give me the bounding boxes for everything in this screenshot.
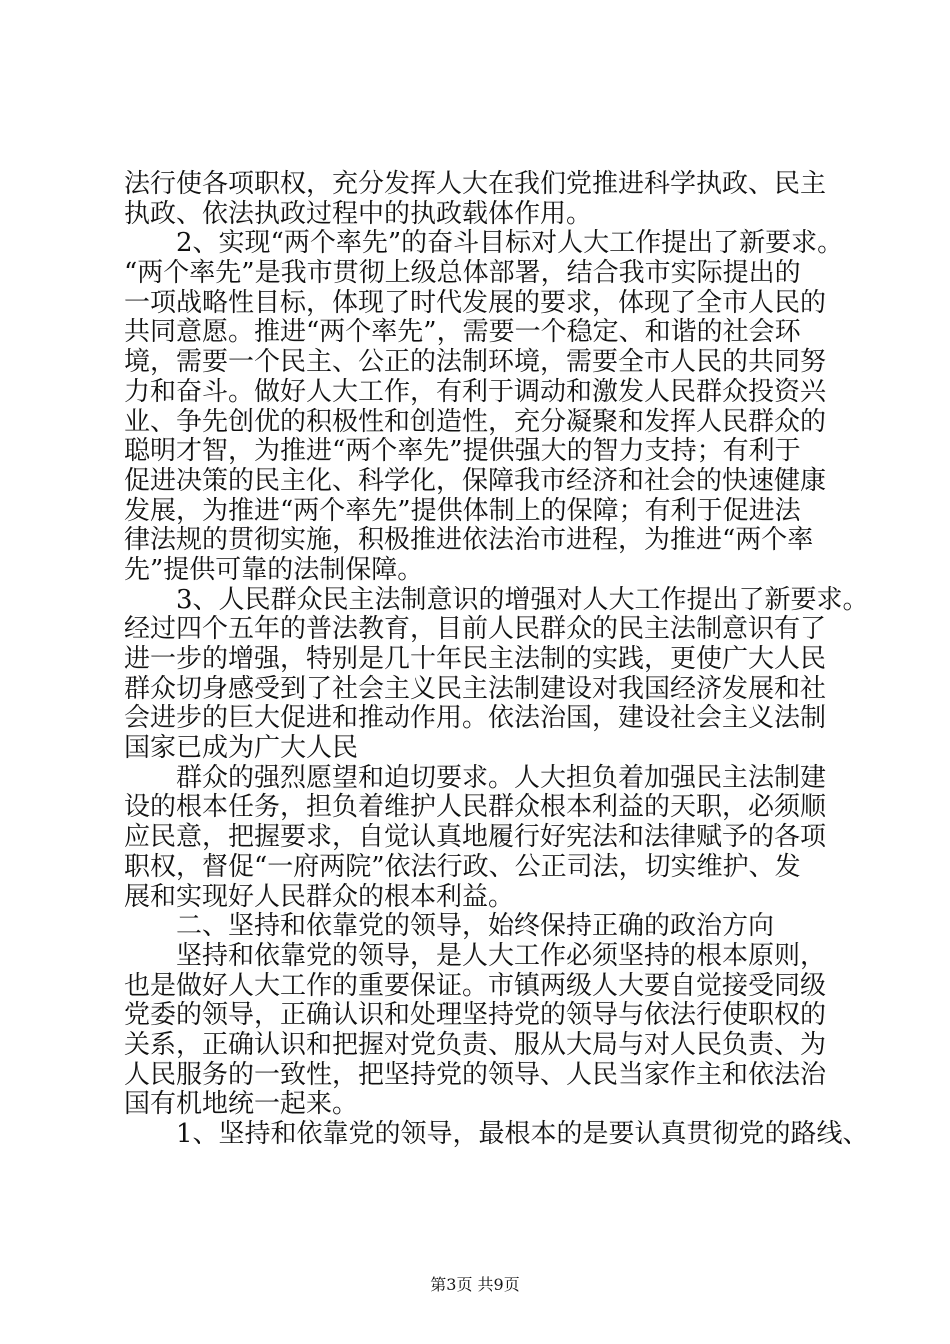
text-line: 1、坚持和依靠党的领导，最根本的是要认真贯彻党的路线、 — [176, 1119, 869, 1149]
text-line: 党委的领导，正确认识和处理坚持党的领导与依法行使职权的 — [124, 1000, 827, 1031]
text-line: 群众的强烈愿望和迫切要求。人大担负着加强民主法制建 — [176, 762, 827, 793]
text-line: 也是做好人大工作的重要保证。市镇两级人大要自觉接受同级 — [124, 970, 827, 1001]
text-line: 会进步的巨大促进和推动作用。依法治国，建设社会主义法制 — [124, 703, 827, 734]
text-line: 人民服务的一致性，把坚持党的领导、人民当家作主和依法治 — [124, 1059, 827, 1090]
text-line: 进一步的增强，特别是几十年民主法制的实践，更使广大人民 — [124, 644, 827, 674]
text-line: 关系，正确认识和把握对党负责、服从大局与对人民负责、为 — [124, 1029, 827, 1060]
text-line: 执政、依法执政过程中的执政载体作用。 — [124, 198, 593, 229]
text-line: 境，需要一个民主、公正的法制环境，需要全市人民的共同努 — [124, 347, 827, 378]
text-line: 国家已成为广大人民 — [124, 733, 359, 764]
text-line: 律法规的贯彻实施，积极推进依法治市进程，为推进“两个率 — [124, 525, 814, 556]
text-line: 设的根本任务，担负着维护人民群众根本利益的天职，必须顺 — [124, 792, 827, 823]
text-line: 职权，督促“一府两院”依法行政、公正司法，切实维护、发 — [124, 851, 801, 882]
text-line: 3、人民群众民主法制意识的增强对人大工作提出了新要求。 — [176, 584, 869, 615]
text-line: 坚持和依靠党的领导，是人大工作必须坚持的根本原则， — [176, 940, 827, 971]
text-line: 经过四个五年的普法教育，目前人民群众的民主法制意识有了 — [124, 614, 827, 645]
text-line: 二、坚持和依靠党的领导，始终保持正确的政治方向 — [176, 911, 775, 942]
text-line: 先”提供可靠的法制保障。 — [124, 554, 424, 585]
page-footer: 第3页 共9页 — [430, 1275, 520, 1294]
text-line: 国有机地统一起来。 — [124, 1089, 359, 1120]
text-line: 聪明才智，为推进“两个率先”提供强大的智力支持；有利于 — [124, 436, 801, 467]
text-line: 发展，为推进“两个率先”提供体制上的保障；有利于促进法 — [124, 495, 801, 526]
text-line: “两个率先”是我市贯彻上级总体部署，结合我市实际提出的 — [124, 258, 801, 289]
text-line: 应民意，把握要求，自觉认真地履行好宪法和法律赋予的各项 — [124, 822, 827, 853]
text-line: 法行使各项职权，充分发挥人大在我们党推进科学执政、民主 — [124, 169, 827, 199]
text-line: 展和实现好人民群众的根本利益。 — [124, 881, 515, 912]
text-line: 力和奋斗。做好人大工作，有利于调动和激发人民群众投资兴 — [124, 376, 827, 407]
text-line: 共同意愿。推进“两个率先”，需要一个稳定、和谐的社会环 — [124, 317, 801, 348]
text-line: 2、实现“两个率先”的奋斗目标对人大工作提出了新要求。 — [176, 228, 844, 259]
document-body — [124, 169, 869, 1150]
text-line: 促进决策的民主化、科学化，保障我市经济和社会的快速健康 — [124, 465, 827, 496]
text-line: 群众切身感受到了社会主义民主法制建设对我国经济发展和社 — [124, 673, 827, 704]
text-line: 业、争先创优的积极性和创造性，充分凝聚和发挥人民群众的 — [124, 406, 827, 437]
text-line: 一项战略性目标，体现了时代发展的要求，体现了全市人民的 — [124, 287, 827, 318]
